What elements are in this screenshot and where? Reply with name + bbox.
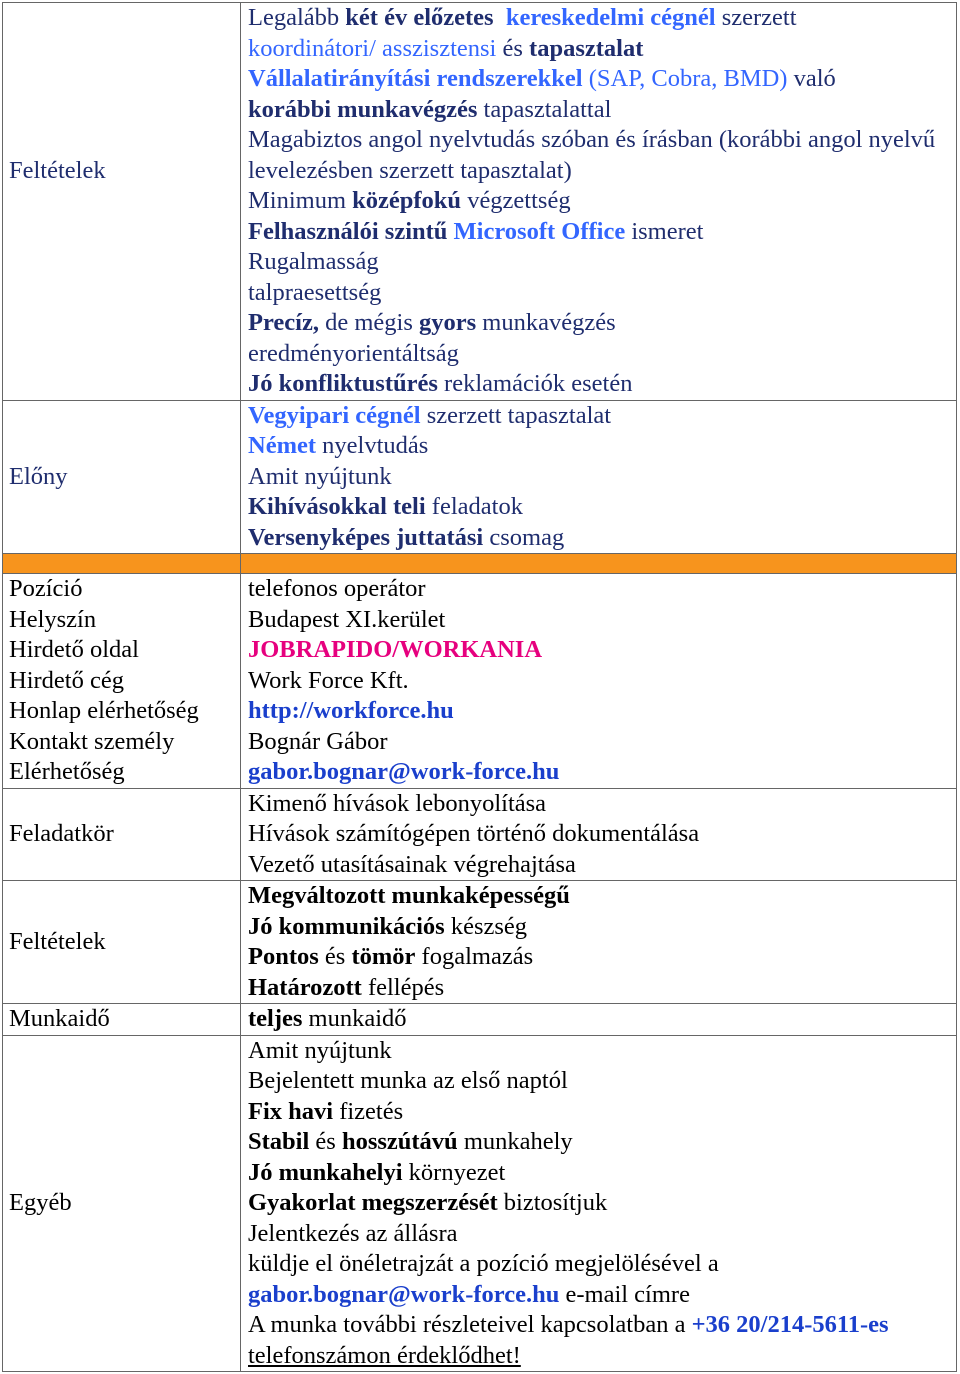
requirement-text: eredményorientáltság bbox=[248, 339, 459, 367]
section-separator bbox=[3, 554, 956, 574]
working-hours-label-cell bbox=[3, 1004, 241, 1035]
duties-row bbox=[3, 789, 956, 882]
requirement-text: végzettség bbox=[461, 187, 571, 214]
other-cell bbox=[241, 1036, 956, 1372]
requirements-cell bbox=[241, 3, 956, 400]
requirement-text: reklamációk esetén bbox=[437, 370, 633, 397]
other-row bbox=[3, 1036, 956, 1372]
requirement-text: szerzett bbox=[715, 4, 797, 31]
advertiser-value: Work Force Kft. bbox=[248, 666, 409, 694]
requirement-text: Felhasználói szintű bbox=[248, 217, 448, 245]
detail-line bbox=[248, 574, 956, 605]
details-cell bbox=[241, 574, 956, 788]
requirement-line bbox=[248, 369, 956, 400]
requirement-line bbox=[248, 3, 956, 34]
detail-line bbox=[248, 727, 956, 758]
requirement-text: kereskedelmi cégnél bbox=[493, 4, 716, 31]
position-value: telefonos operátor bbox=[248, 575, 426, 602]
requirement-text: Microsoft Office bbox=[447, 217, 626, 245]
detail-line bbox=[248, 605, 956, 636]
requirement-text: talpraesettség bbox=[248, 278, 382, 306]
condition-text: fogalmazás bbox=[415, 943, 534, 970]
requirement-line bbox=[248, 339, 956, 370]
job-posting-table bbox=[2, 2, 957, 1372]
detail-line bbox=[248, 635, 956, 666]
condition-text: és bbox=[318, 943, 352, 970]
requirement-text: ismeret bbox=[625, 217, 704, 245]
other-line bbox=[248, 1036, 956, 1067]
requirement-line bbox=[248, 278, 956, 309]
requirement-text: tapasztalattal bbox=[477, 95, 612, 123]
requirement-line bbox=[248, 95, 956, 126]
other-line bbox=[248, 1066, 956, 1097]
other-text: e-mail címre bbox=[559, 1280, 690, 1308]
requirement-text: korábbi munkavégzés bbox=[248, 95, 478, 123]
advantage-text: Német bbox=[248, 432, 317, 459]
duty-line bbox=[248, 819, 956, 850]
separator-left-cell bbox=[3, 554, 241, 573]
requirement-text: Jó konfliktustűrés bbox=[248, 370, 438, 397]
details-label-cell bbox=[3, 574, 241, 788]
working-hours-text: teljes bbox=[248, 1005, 303, 1032]
other-label-cell bbox=[3, 1036, 241, 1372]
contact-email-label: Elérhetőség bbox=[9, 758, 125, 785]
working-hours-cell bbox=[241, 1004, 956, 1035]
condition-text: Pontos bbox=[248, 943, 319, 970]
requirement-text: munkavégzés bbox=[476, 309, 616, 336]
other-text: és bbox=[309, 1128, 342, 1155]
requirement-line bbox=[248, 186, 956, 217]
other-line bbox=[248, 1097, 956, 1128]
requirement-text: Rugalmasság bbox=[248, 248, 379, 275]
contact-person-value: Bognár Gábor bbox=[248, 727, 388, 755]
requirement-text: Vállalatirányítási rendszerekkel bbox=[248, 65, 583, 92]
conditions-cell bbox=[241, 881, 956, 1003]
requirement-text: gyors bbox=[418, 309, 477, 336]
duties-cell bbox=[241, 789, 956, 881]
other-line bbox=[248, 1219, 956, 1250]
condition-text: fellépés bbox=[361, 973, 445, 1001]
requirement-line bbox=[248, 308, 956, 339]
condition-text: készség bbox=[444, 912, 528, 940]
advantage-line bbox=[248, 462, 956, 493]
requirement-line bbox=[248, 247, 956, 278]
duties-label: Feladatkör bbox=[9, 820, 114, 847]
requirements-row bbox=[3, 3, 956, 401]
detail-line bbox=[248, 666, 956, 697]
requirement-line bbox=[248, 34, 956, 65]
detail-line bbox=[248, 696, 956, 727]
details-row bbox=[3, 574, 956, 789]
location-label: Helyszín bbox=[9, 605, 97, 633]
other-text: A munka további részleteivel kapcsolatban a bbox=[248, 1311, 692, 1338]
advantage-line bbox=[248, 492, 956, 523]
other-text: fizetés bbox=[333, 1097, 404, 1125]
conditions-label-cell bbox=[3, 881, 241, 1003]
requirement-text: való bbox=[787, 65, 836, 92]
condition-line bbox=[248, 973, 956, 1004]
separator-right-cell bbox=[241, 554, 956, 573]
other-text: Amit nyújtunk bbox=[248, 1036, 392, 1064]
requirement-text: Minimum bbox=[248, 187, 353, 214]
other-line bbox=[248, 1310, 956, 1341]
condition-line bbox=[248, 942, 956, 973]
advertiser-label: Hirdető cég bbox=[9, 666, 124, 694]
requirement-text: és bbox=[496, 34, 530, 62]
requirement-text: Legalább bbox=[248, 4, 346, 31]
ad-site-label: Hirdető oldal bbox=[9, 636, 139, 663]
advantage-text: feladatok bbox=[425, 493, 523, 520]
advantages-row bbox=[3, 401, 956, 555]
advantage-line bbox=[248, 431, 956, 462]
duty-text: Vezető utasításainak végrehajtása bbox=[248, 850, 576, 878]
requirement-text: de mégis bbox=[318, 309, 419, 336]
other-line bbox=[248, 1280, 956, 1311]
requirement-text: középfokú bbox=[352, 187, 462, 214]
email-link[interactable]: gabor.bognar@work-force.hu bbox=[248, 1280, 560, 1308]
advantage-text: Kihívásokkal teli bbox=[248, 493, 426, 520]
other-text: Bejelentett munka az első naptól bbox=[248, 1067, 568, 1094]
other-text: környezet bbox=[402, 1158, 506, 1186]
email-link[interactable]: gabor.bognar@work-force.hu bbox=[248, 758, 560, 785]
other-text: biztosítjuk bbox=[497, 1189, 608, 1216]
other-text: Jelentkezés az állásra bbox=[248, 1219, 458, 1247]
advantage-text: nyelvtudás bbox=[316, 432, 429, 459]
requirements-label-cell bbox=[3, 3, 241, 400]
other-line bbox=[248, 1341, 956, 1372]
duty-line bbox=[248, 789, 956, 820]
duties-label-cell bbox=[3, 789, 241, 881]
other-text: Jó munkahelyi bbox=[248, 1158, 403, 1186]
other-text: hosszútávú bbox=[341, 1128, 458, 1155]
working-hours-row bbox=[3, 1004, 956, 1036]
advantage-line bbox=[248, 401, 956, 432]
website-link[interactable]: http://workforce.hu bbox=[248, 697, 454, 724]
working-hours-label: Munkaidő bbox=[9, 1005, 110, 1032]
advantages-cell bbox=[241, 401, 956, 554]
website-label: Honlap elérhetőség bbox=[9, 697, 199, 724]
other-line bbox=[248, 1127, 956, 1158]
duty-text: Kimenő hívások lebonyolítása bbox=[248, 789, 547, 817]
condition-text: tömör bbox=[351, 943, 416, 970]
advantage-text: szerzett tapasztalat bbox=[420, 401, 612, 429]
other-line bbox=[248, 1249, 956, 1280]
other-label: Egyéb bbox=[9, 1189, 72, 1216]
phone-number: +36 20/214-5611-es bbox=[691, 1311, 889, 1338]
position-label: Pozíció bbox=[9, 575, 83, 602]
other-text: küldje el önéletrajzát a pozíció megjelölésével a bbox=[248, 1250, 719, 1277]
working-hours-text: munkaidő bbox=[302, 1005, 407, 1032]
requirement-text: Precíz, bbox=[248, 309, 319, 336]
requirement-text: levelezésben szerzett tapasztalat) bbox=[248, 156, 572, 184]
other-text: telefonszámon érdeklődhet! bbox=[248, 1341, 521, 1369]
condition-text: Határozott bbox=[248, 973, 362, 1001]
requirement-line bbox=[248, 64, 956, 95]
advantage-text: Versenyképes juttatási bbox=[248, 523, 484, 551]
advantage-line bbox=[248, 523, 956, 554]
requirement-line bbox=[248, 217, 956, 248]
condition-line bbox=[248, 912, 956, 943]
contact-person-label: Kontakt személy bbox=[9, 727, 175, 755]
advantages-label: Előny bbox=[9, 462, 68, 490]
other-text: munkahely bbox=[457, 1128, 573, 1155]
other-line bbox=[248, 1188, 956, 1219]
ad-site-value: JOBRAPIDO/WORKANIA bbox=[248, 636, 543, 663]
conditions-row bbox=[3, 881, 956, 1004]
requirement-text: (SAP, Cobra, BMD) bbox=[582, 65, 788, 92]
requirement-text: két év előzetes bbox=[345, 4, 494, 31]
location-value: Budapest XI.kerület bbox=[248, 605, 446, 633]
other-text: Stabil bbox=[248, 1128, 310, 1155]
advantage-text: Vegyipari cégnél bbox=[248, 401, 421, 429]
requirements-label: Feltételek bbox=[9, 156, 106, 184]
other-text: Fix havi bbox=[248, 1097, 334, 1125]
detail-line bbox=[248, 757, 956, 788]
duty-line bbox=[248, 850, 956, 881]
requirement-line bbox=[248, 156, 956, 187]
advantage-text: Amit nyújtunk bbox=[248, 462, 392, 490]
advantage-text: csomag bbox=[483, 523, 565, 551]
other-line bbox=[248, 1158, 956, 1189]
duty-text: Hívások számítógépen történő dokumentálása bbox=[248, 820, 700, 847]
condition-text: Jó kommunikációs bbox=[248, 912, 445, 940]
conditions-label: Feltételek bbox=[9, 927, 106, 955]
working-hours-line bbox=[248, 1004, 956, 1035]
requirement-line bbox=[248, 125, 956, 156]
requirement-text: Magabiztos angol nyelvtudás szóban és írásban (korábbi angol nyelvű bbox=[248, 126, 936, 153]
advantages-label-cell bbox=[3, 401, 241, 554]
requirement-text: koordinátori/ asszisztensi bbox=[248, 34, 497, 62]
condition-text: Megváltozott munkaképességű bbox=[248, 882, 570, 909]
requirement-text: tapasztalat bbox=[529, 34, 644, 62]
other-text: Gyakorlat megszerzését bbox=[248, 1189, 498, 1216]
condition-line bbox=[248, 881, 956, 912]
